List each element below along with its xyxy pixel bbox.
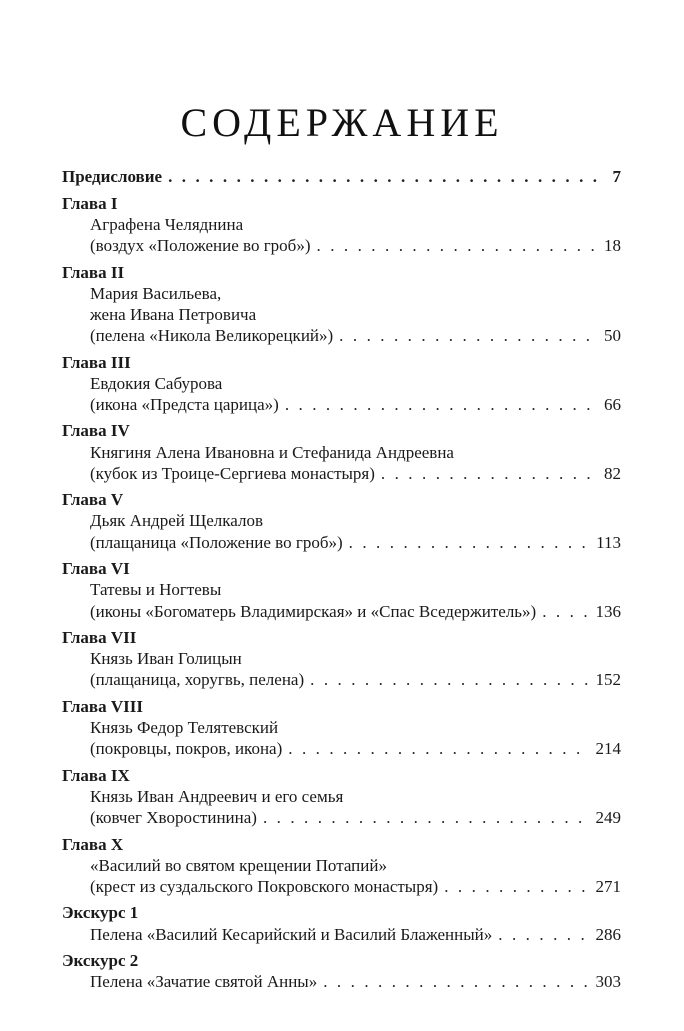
toc-entry-text: (крест из суздальского Покровского монастыря): [90, 876, 439, 896]
toc-page-number: 152: [595, 670, 621, 690]
toc-page-number: 214: [595, 739, 621, 759]
chapter-label: Глава III: [62, 352, 131, 372]
toc-entry-line: [62, 923, 621, 944]
leader-dots: [349, 532, 590, 553]
toc-entry-text: Дьяк Андрей Щелкалов: [90, 511, 263, 531]
leader-dots: [263, 807, 590, 828]
toc-chapter-heading: [62, 261, 621, 282]
toc-entry-line: [62, 579, 621, 600]
chapter-label: Глава V: [62, 490, 124, 510]
toc-entry-text: «Василий во святом крещении Потапий»: [90, 855, 387, 875]
toc-entry-text: (кубок из Троице-Сергиева монастыря): [90, 463, 375, 483]
toc-entry-text: (икона «Предста царица»): [90, 394, 279, 414]
toc-chapter-heading: [62, 696, 621, 717]
toc-entry-text: Евдокия Сабурова: [90, 373, 223, 393]
toc-page-number: 286: [595, 924, 621, 944]
toc-entry-line: [62, 394, 621, 415]
toc-chapter-heading: [62, 420, 621, 441]
toc-entry-line: [62, 304, 621, 325]
toc-page-number: 50: [604, 326, 621, 346]
toc-entry-text: (плащаница «Положение во гроб»): [90, 532, 343, 552]
chapter-label: Глава I: [62, 193, 118, 213]
leader-dots: [339, 325, 598, 346]
leader-dots: [444, 876, 589, 897]
toc-chapter-heading: [62, 833, 621, 854]
toc-entry-text: (воздух «Положение во гроб»): [90, 236, 311, 256]
chapter-label: Глава X: [62, 834, 124, 854]
toc-entry-line: [62, 283, 621, 304]
leader-dots: [310, 669, 589, 690]
leader-dots: [168, 166, 606, 187]
toc-entry-text: Пелена «Василий Кесарийский и Василий Блаженный»: [90, 924, 493, 944]
chapter-list: [62, 192, 621, 992]
toc-chapter-heading: [62, 765, 621, 786]
leader-dots: [285, 394, 598, 415]
toc-chapter-heading: [62, 950, 621, 971]
leader-dots: [542, 601, 589, 622]
toc-entry-text: (ковчег Хворостинина): [90, 808, 257, 828]
toc-page-number: 136: [595, 601, 621, 621]
toc-entry-line: [62, 786, 621, 807]
toc-chapter-heading: [62, 192, 621, 213]
toc-entry-line: [62, 441, 621, 462]
toc-entry-text: Князь Иван Андреевич и его семья: [90, 786, 344, 806]
toc-entry-line: [62, 463, 621, 484]
leader-dots: [288, 738, 589, 759]
toc-entry-text: (иконы «Богоматерь Владимирская» и «Спас Вседержитель»): [90, 601, 537, 621]
toc-entry-text: Пелена «Зачатие святой Анны»: [90, 972, 318, 992]
toc-entry-line: [62, 855, 621, 876]
toc-entry-text: Княгиня Алена Ивановна и Стефанида Андреевна: [90, 442, 454, 462]
leader-dots: [498, 924, 589, 945]
toc-entry-text: Князь Иван Голицын: [90, 649, 242, 669]
toc-entry-line: [62, 738, 621, 759]
toc-entry-text: жена Ивана Петровича: [90, 304, 257, 324]
toc-page-number: 113: [596, 532, 621, 552]
toc-entry-line: [62, 214, 621, 235]
toc-entry-line: [62, 325, 621, 346]
toc-preface-label: Предисловие: [62, 167, 163, 187]
toc-entry-line: [62, 807, 621, 828]
toc-page-number: 271: [595, 876, 621, 896]
toc-chapter-heading: [62, 627, 621, 648]
chapter-label: Глава IV: [62, 421, 130, 441]
toc-chapter-heading: [62, 902, 621, 923]
toc-entry-line: [62, 669, 621, 690]
leader-dots: [323, 971, 589, 992]
toc-entry-line: [62, 235, 621, 256]
chapter-label: Экскурс 2: [62, 951, 139, 971]
toc-entry-text: Мария Васильева,: [90, 283, 222, 303]
chapter-label: Глава II: [62, 262, 125, 282]
toc-page-number: 249: [595, 808, 621, 828]
toc-entry-line: [62, 510, 621, 531]
toc-chapter-heading: [62, 489, 621, 510]
toc-page-number: 7: [612, 167, 621, 187]
chapter-label: Глава VIII: [62, 696, 143, 716]
toc-entry-text: Татевы и Ногтевы: [90, 580, 222, 600]
toc-entry-text: (покровцы, покров, икона): [90, 739, 283, 759]
toc-entry-text: Князь Федор Телятевский: [90, 718, 279, 738]
chapter-label: Глава VI: [62, 559, 130, 579]
toc-page-number: 66: [604, 394, 621, 414]
leader-dots: [317, 235, 599, 256]
toc-entry-line: [62, 531, 621, 552]
leader-dots: [381, 463, 598, 484]
toc-page-number: 82: [604, 463, 621, 483]
toc-entry-text: (пелена «Никола Великорецкий»): [90, 326, 334, 346]
toc-page-number: 303: [595, 972, 621, 992]
chapter-label: Глава IX: [62, 765, 130, 785]
toc-entry-line: [62, 373, 621, 394]
toc-entry-line: [62, 876, 621, 897]
page-title: СОДЕРЖАНИЕ: [180, 99, 504, 145]
toc-page-number: 18: [604, 236, 621, 256]
toc-entry-line: [62, 717, 621, 738]
toc-entry-text: (плащаница, хоругвь, пелена): [90, 670, 305, 690]
toc-chapter-heading: [62, 351, 621, 372]
chapter-label: Глава VII: [62, 628, 137, 648]
toc-entry-line: [62, 600, 621, 621]
toc-chapter-heading: [62, 558, 621, 579]
chapter-label: Экскурс 1: [62, 903, 139, 923]
toc-entry-line: [62, 648, 621, 669]
toc-entry-text: Аграфена Челяднина: [90, 214, 244, 234]
toc-entry-preface: [62, 166, 621, 187]
table-of-contents: [62, 166, 621, 992]
toc-entry-line: [62, 971, 621, 992]
